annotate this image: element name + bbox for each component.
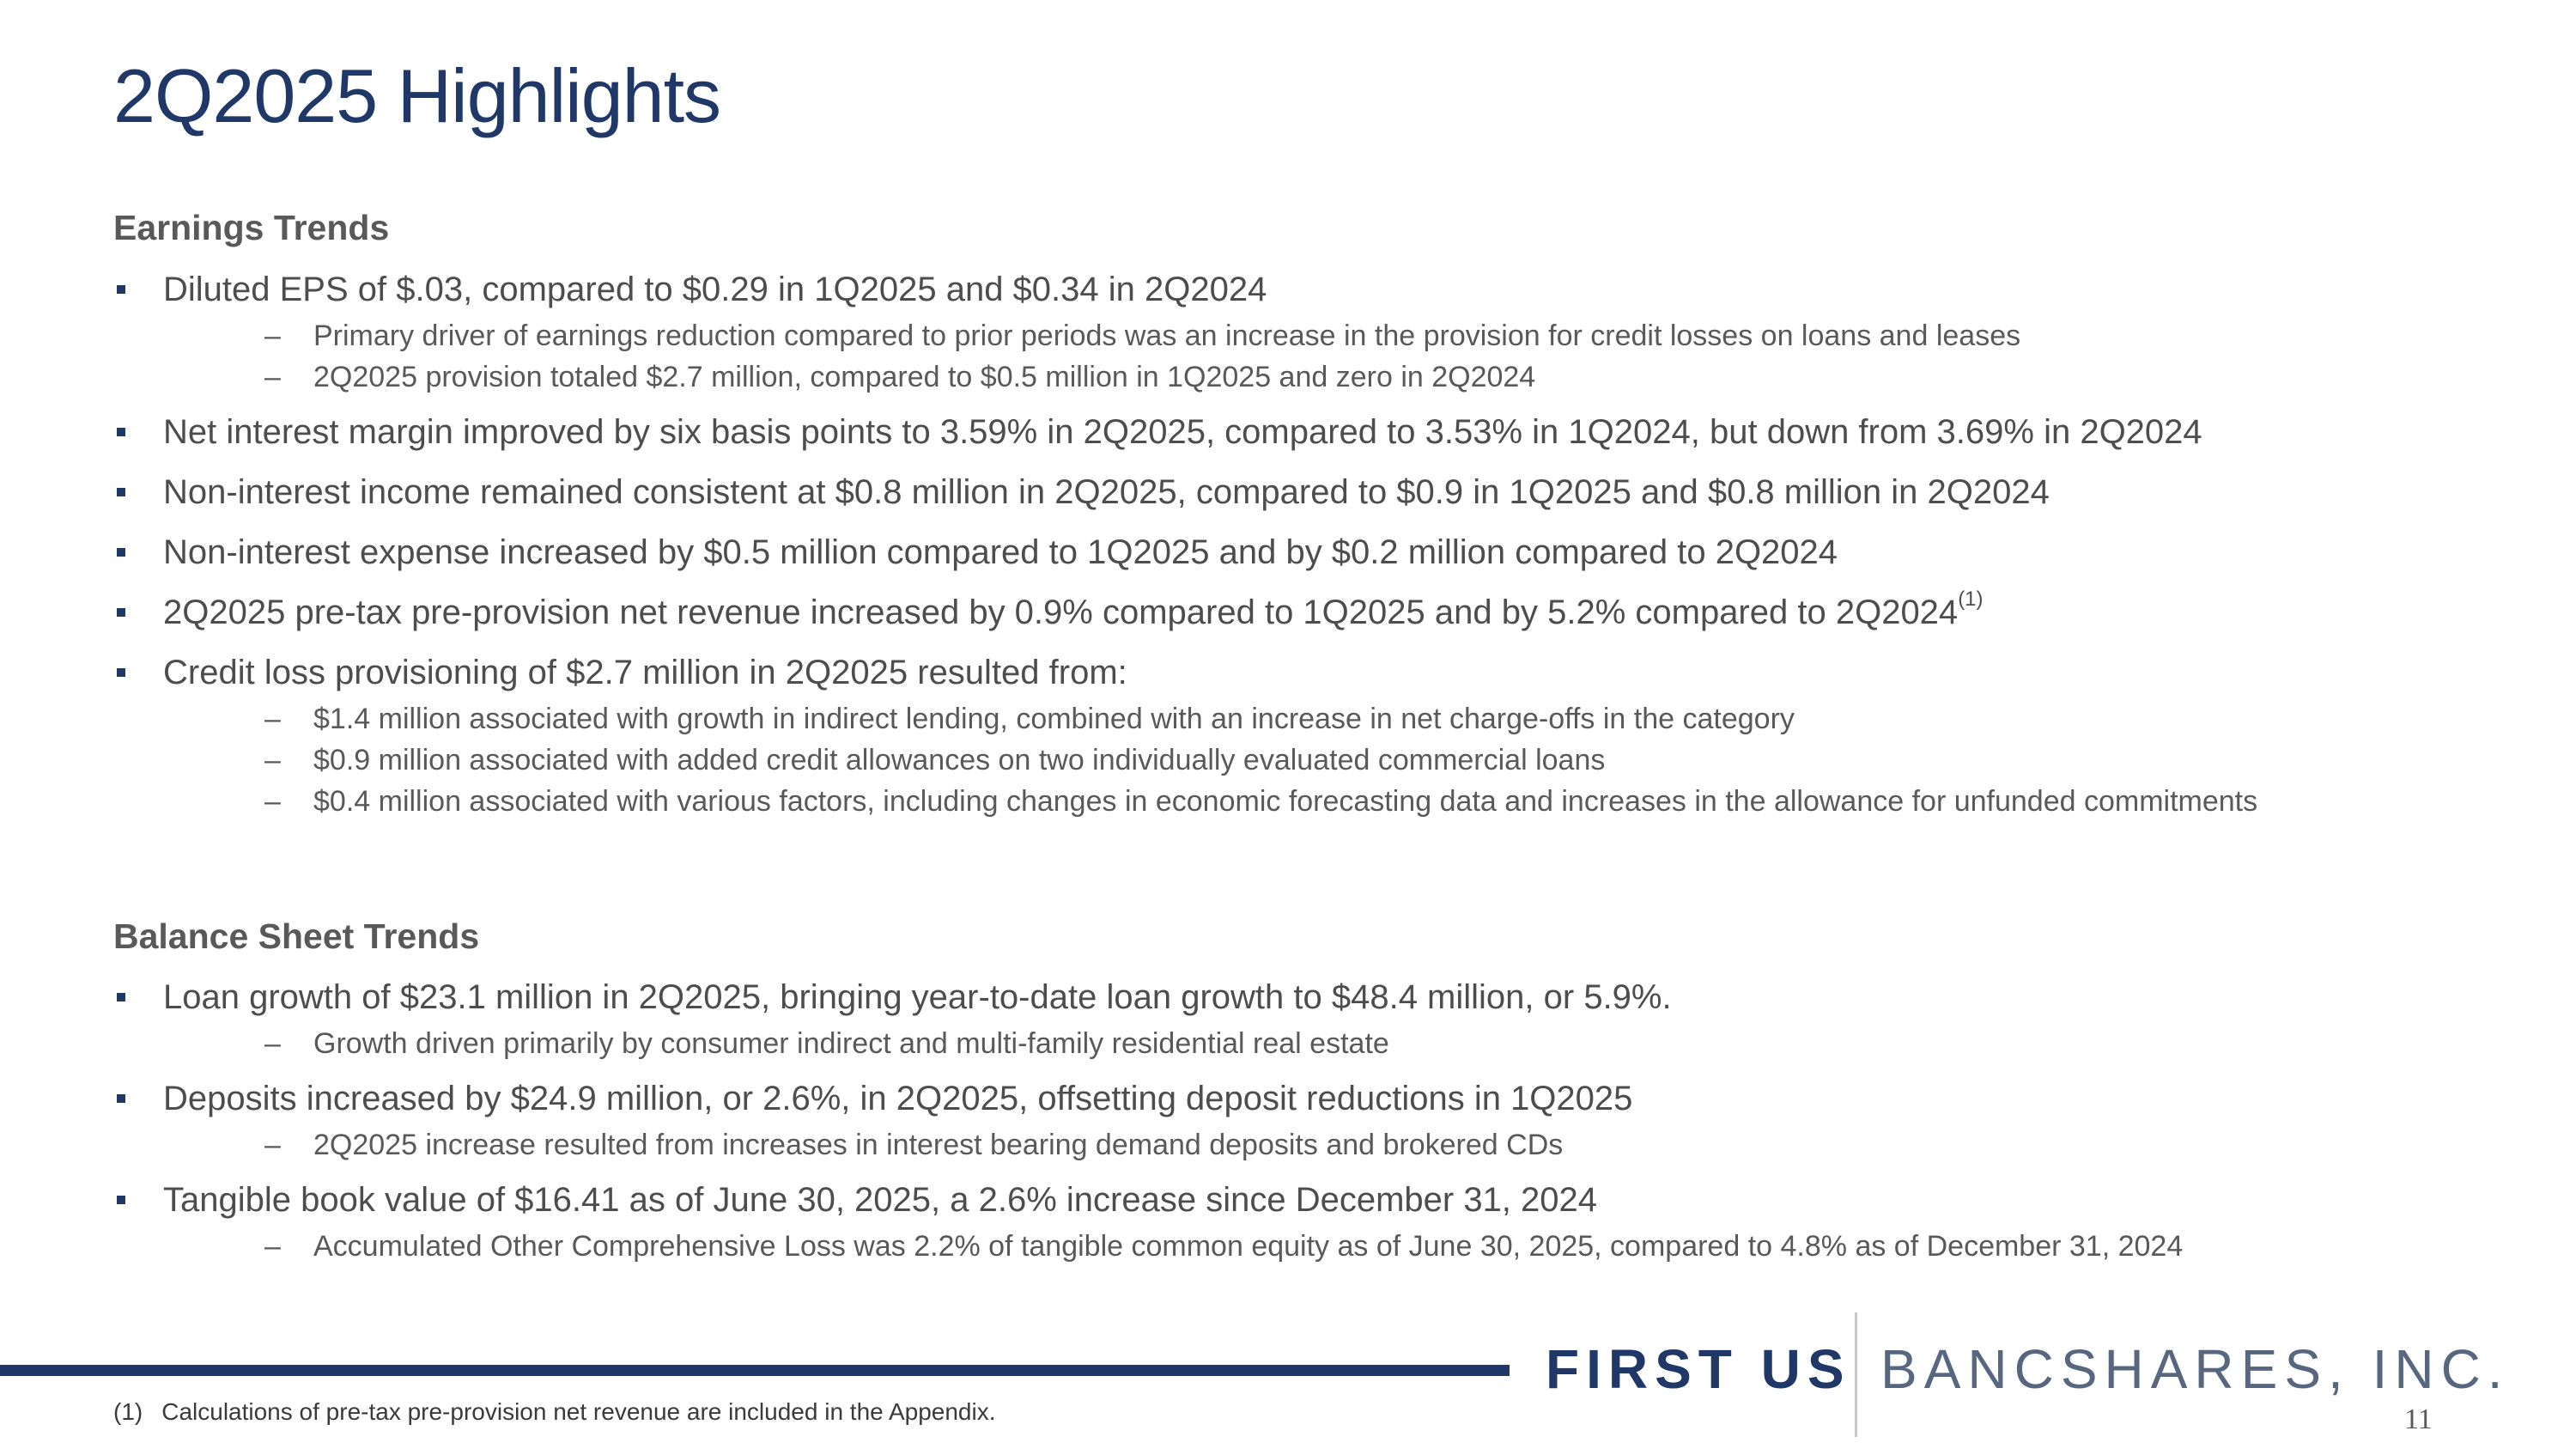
bullet-text: Loan growth of $23.1 million in 2Q2025, bringing year-to-date loan growth to $48.4 million, or 5.9%.: [163, 978, 1672, 1016]
page-title: 2Q2025 Highlights: [113, 53, 721, 138]
sub-bullet: [163, 1029, 2483, 1058]
bullet-text: Net interest margin improved by six basis points to 3.59% in 2Q2025, compared to 3.53% in 1Q2024, but down from 3.69% in 2Q2024: [163, 413, 2202, 451]
logo-first-us: FIRST US: [1546, 1338, 1851, 1400]
square-bullet-icon: [117, 488, 125, 496]
sub-list: [163, 321, 2483, 392]
bullet-text: Deposits increased by $24.9 million, or 2.6%, in 2Q2025, offsetting deposit reductions in 1Q2025: [163, 1080, 1633, 1117]
square-bullet-icon: [117, 285, 125, 294]
balance-list: [113, 977, 2483, 1282]
bullet-deposits: [113, 1079, 2483, 1160]
sub-bullet-text: 2Q2025 provision totaled $2.7 million, compared to $0.5 million in 1Q2025 and zero in 2Q2024: [313, 361, 1536, 393]
footer-rule: [0, 1365, 1510, 1376]
logo-divider: [1855, 1312, 1857, 1437]
sub-bullet-text: Primary driver of earnings reduction compared to prior periods was an increase in the provision for credit losses on loans and leases: [313, 320, 2021, 352]
bullet-text: 2Q2025 pre-tax pre-provision net revenue increased by 0.9% compared to 1Q2025 and by 5.2% compared to 2Q2024: [163, 594, 1959, 631]
square-bullet-icon: [117, 1094, 125, 1103]
bullet-text: Tangible book value of $16.41 as of June 30, 2025, a 2.6% increase since December 31, 2024: [163, 1181, 1598, 1219]
sub-list: [163, 704, 2483, 816]
sub-bullet: [163, 1130, 2483, 1160]
dash-bullet-icon: –: [264, 785, 281, 818]
sub-bullet-text: $1.4 million associated with growth in indirect lending, combined with an increase in net charge-offs in the category: [313, 703, 1795, 735]
footnote-number: (1): [113, 1398, 143, 1425]
sub-list: [163, 1130, 2483, 1160]
bullet-non-interest-expense: [113, 533, 2483, 572]
sub-bullet: [163, 362, 2483, 392]
bullet-credit-loss-provisioning: [113, 653, 2483, 816]
square-bullet-icon: [117, 668, 125, 677]
dash-bullet-icon: –: [264, 1230, 281, 1263]
dash-bullet-icon: –: [264, 1027, 281, 1060]
sub-bullet-text: Accumulated Other Comprehensive Loss was 2.2% of tangible common equity as of June 30, 2025, compared to 4.8% as of December 31, 2024: [313, 1230, 2184, 1263]
page-number: 11: [2404, 1403, 2433, 1435]
sub-bullet: [163, 704, 2483, 734]
bullet-text: Non-interest expense increased by $0.5 million compared to 1Q2025 and by $0.2 million compared to 2Q2024: [163, 533, 1838, 571]
bullet-loan-growth: [113, 977, 2483, 1058]
square-bullet-icon: [117, 993, 125, 1002]
sub-bullet-text: $0.9 million associated with added credit allowances on two individually evaluated commercial loans: [313, 744, 1606, 776]
sub-bullet: [163, 1232, 2483, 1261]
bullet-text: Diluted EPS of $.03, compared to $0.29 in 1Q2025 and $0.34 in 2Q2024: [163, 271, 1267, 308]
square-bullet-icon: [117, 1196, 125, 1204]
bullet-diluted-eps: [113, 270, 2483, 392]
dash-bullet-icon: –: [264, 703, 281, 735]
dash-bullet-icon: –: [264, 1129, 281, 1161]
square-bullet-icon: [117, 548, 125, 557]
sub-bullet: [163, 746, 2483, 775]
footnote-ref: (1): [1958, 588, 1984, 611]
earnings-list: [113, 270, 2483, 837]
sub-bullet-text: Growth driven primarily by consumer indirect and multi-family residential real estate: [313, 1027, 1389, 1060]
dash-bullet-icon: –: [264, 361, 281, 393]
footnote-text: Calculations of pre-tax pre-provision net revenue are included in the Appendix.: [161, 1398, 996, 1425]
section-heading-balance-sheet: Balance Sheet Trends: [113, 916, 480, 956]
footnote: [113, 1398, 995, 1426]
bullet-tangible-book-value: [113, 1180, 2483, 1261]
dash-bullet-icon: –: [264, 320, 281, 352]
logo-bancshares: BANCSHARES, INC.: [1880, 1338, 2510, 1400]
bullet-net-interest-margin: [113, 412, 2483, 452]
bullet-non-interest-income: [113, 472, 2483, 512]
sub-bullet-text: 2Q2025 increase resulted from increases in interest bearing demand deposits and brokered CDs: [313, 1129, 1564, 1161]
dash-bullet-icon: –: [264, 744, 281, 776]
sub-bullet: [163, 321, 2483, 350]
bullet-pre-tax-revenue: [113, 588, 2483, 632]
sub-list: [163, 1232, 2483, 1261]
bullet-text: Non-interest income remained consistent at $0.8 million in 2Q2025, compared to $0.9 in 1Q2025 and $0.8 million in 2Q2024: [163, 473, 2050, 511]
section-heading-earnings: Earnings Trends: [113, 208, 390, 247]
sub-bullet: [163, 787, 2483, 816]
square-bullet-icon: [117, 608, 125, 617]
sub-list: [163, 1029, 2483, 1058]
bullet-text: Credit loss provisioning of $2.7 million in 2Q2025 resulted from:: [163, 654, 1127, 691]
square-bullet-icon: [117, 428, 125, 436]
sub-bullet-text: $0.4 million associated with various factors, including changes in economic forecasting data and increases in the allowance for unfunded commitments: [313, 785, 2258, 818]
